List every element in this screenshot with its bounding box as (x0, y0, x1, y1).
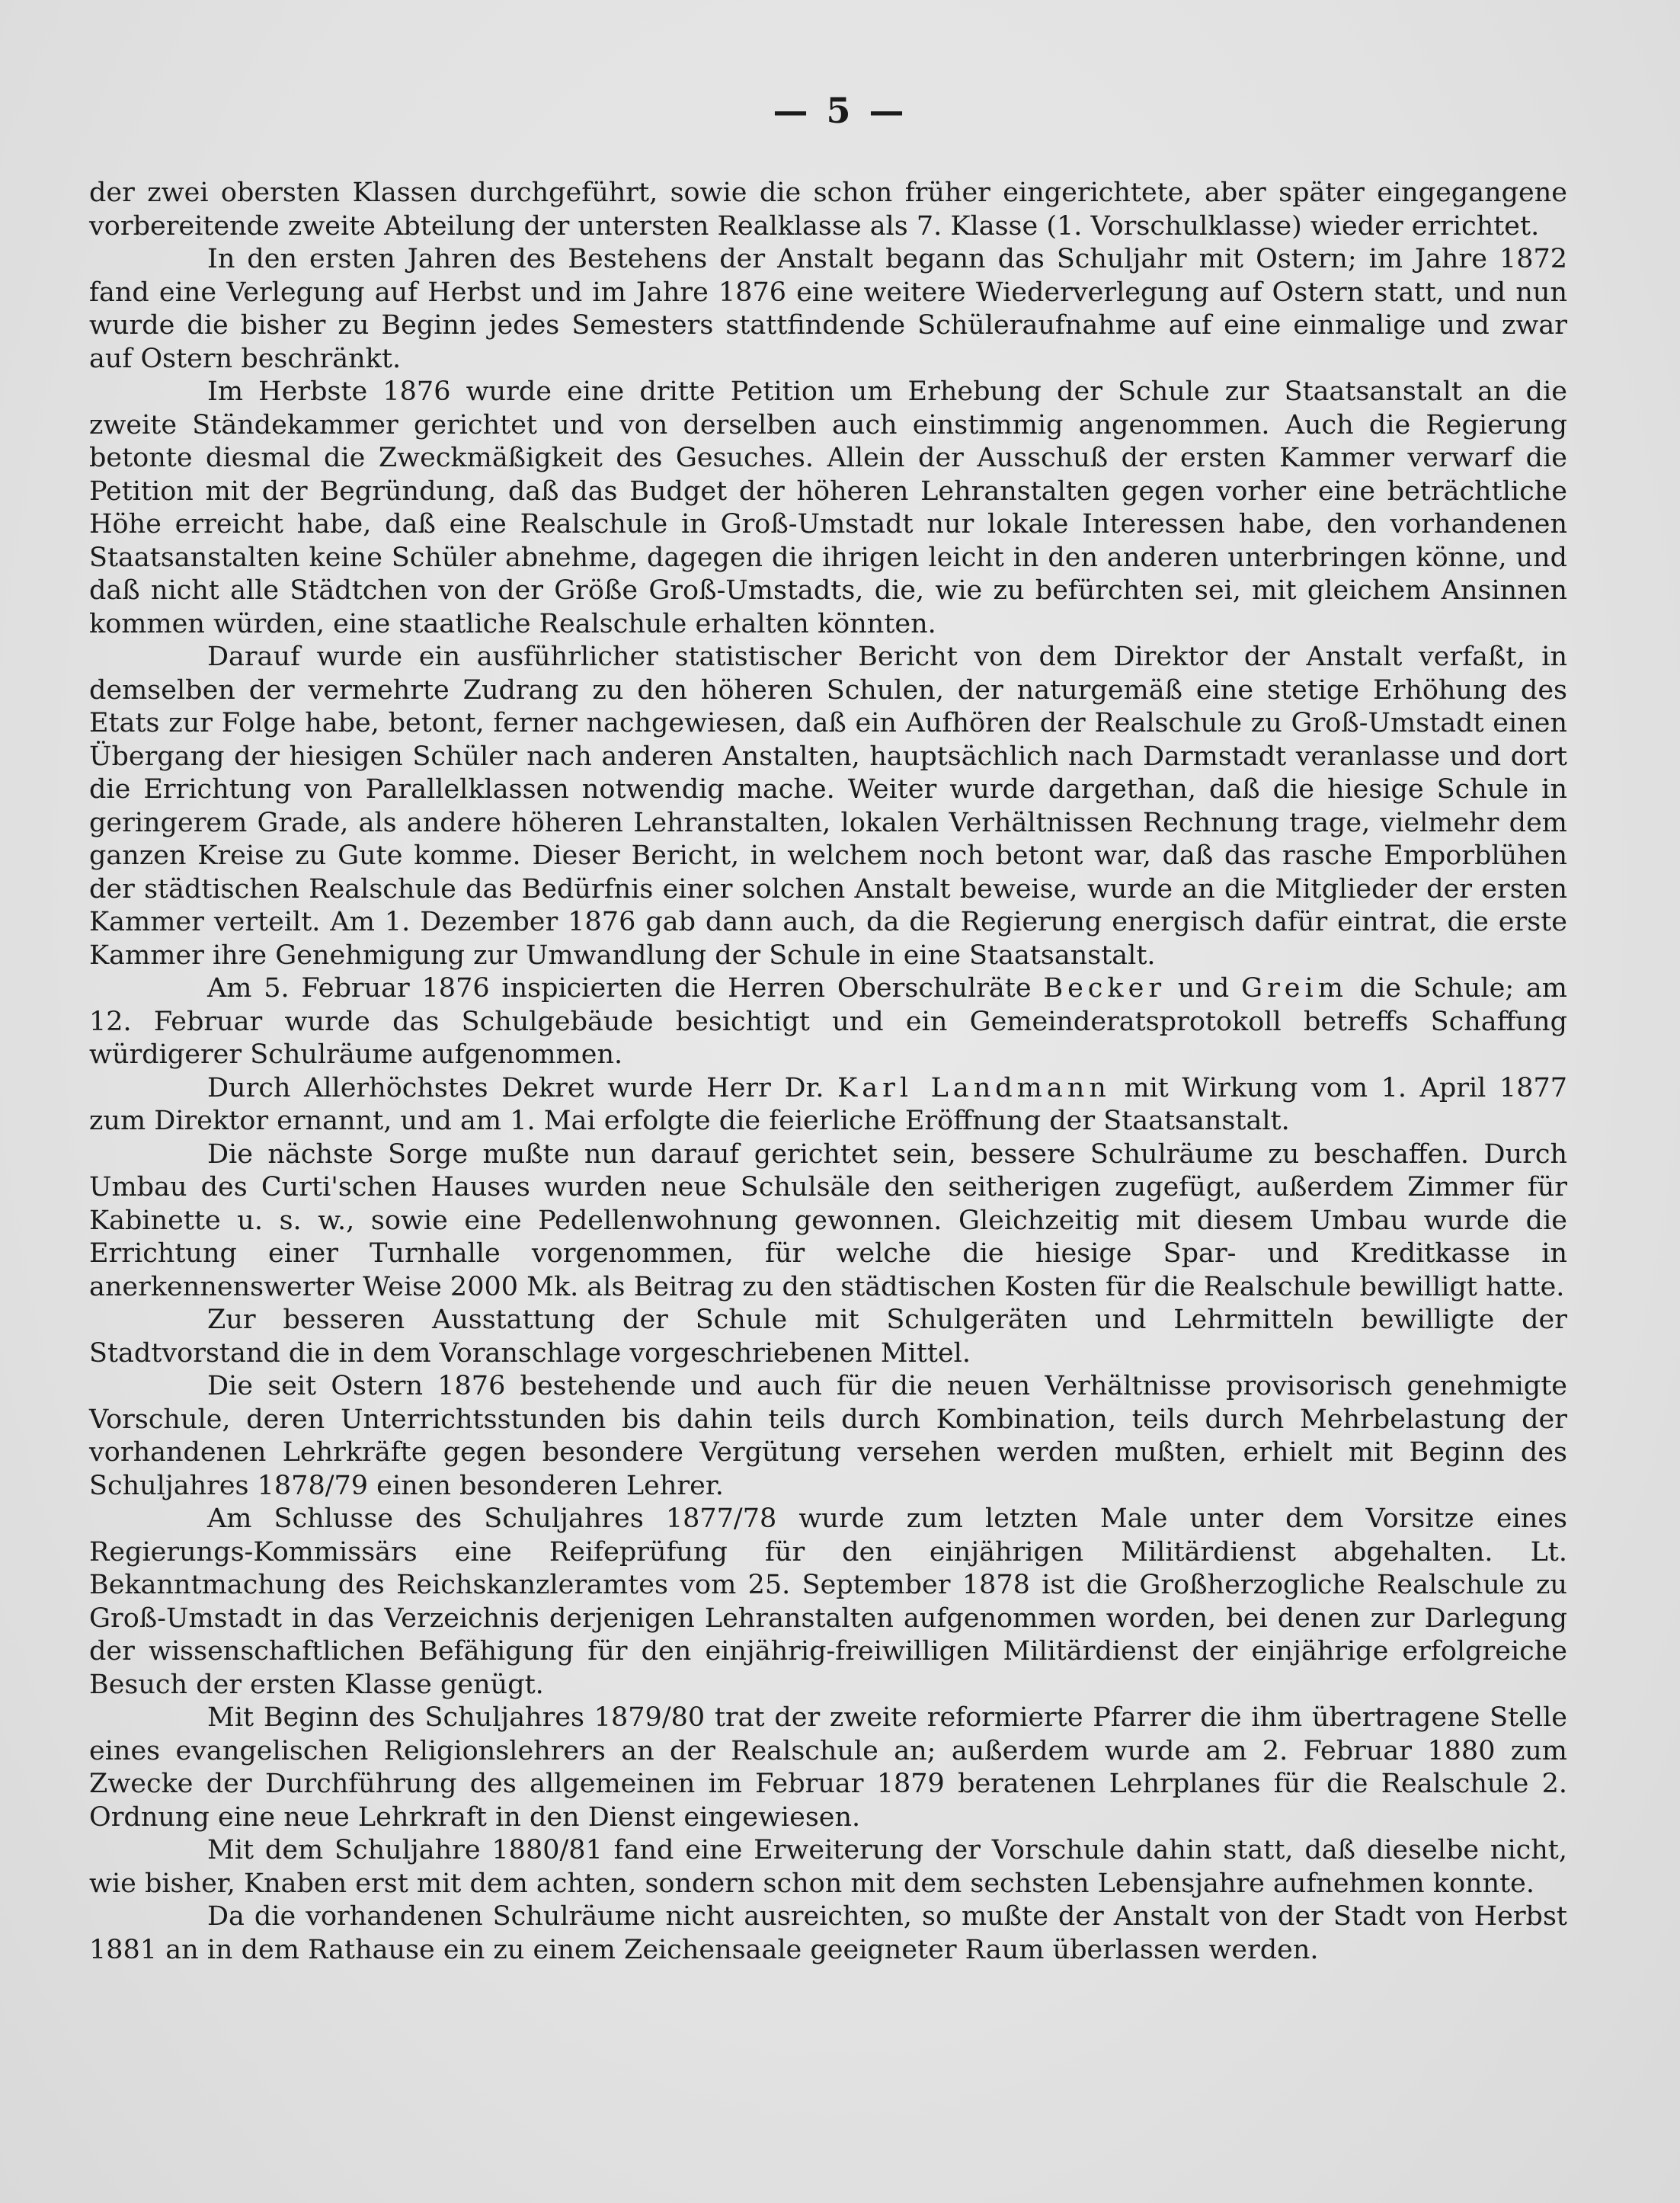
paragraph: Zur besseren Ausstattung der Schule mit Schulgeräten und Lehrmitteln bewilligte der Stadtvorstand die in dem Voranschlage vorgeschriebenen Mittel. (89, 1305, 1567, 1369)
paragraph: Die nächste Sorge mußte nun darauf gerichtet sein, bessere Schulräume zu beschaffen. Durch Umbau des Curti'schen Hauses wurden neue Schulsäle den seitherigen zugefügt, außerdem Zimmer für Kabinette u. s. w., sowie eine Pedellenwohnung gewonnen. Gleichzeitig mit diesem Umbau wurde die Errichtung einer Turnhalle vorgenommen, für welche die hiesige Spar- und Kreditkasse in anerkennenswerter Weise 2000 Mk. als Beitrag zu den städtischen Kosten für die Realschule bewilligt hatte. (89, 1138, 1567, 1302)
paragraph (89, 1072, 1567, 1138)
paragraph: Mit dem Schuljahre 1880/81 fand eine Erweiterung der Vorschule dahin statt, daß dieselbe nicht, wie bisher, Knaben erst mit dem achten, sondern schon mit dem sechsten Lebensjahre aufnehmen konnte. (89, 1835, 1567, 1899)
paragraph: In den ersten Jahren des Bestehens der Anstalt begann das Schuljahr mit Ostern; im Jahre 1872 fand eine Verlegung auf Herbst und im Jahre 1876 eine weitere Wiederverlegung auf Ostern statt, und nun wurde die bisher zu Beginn jedes Semesters stattfindende Schüleraufnahme auf eine einmalige und zwar auf Ostern beschränkt. (89, 244, 1567, 374)
paragraph: Mit Beginn des Schuljahres 1879/80 trat der zweite reformierte Pfarrer die ihm übertragene Stelle eines evangelischen Religionslehrers an der Realschule an; außerdem wurde am 2. Februar 1880 zum Zwecke der Durchführung des allgemeinen im Februar 1879 beratenen Lehrplanes für die Realschule 2. Ordnung eine neue Lehrkraft in den Dienst eingewiesen. (89, 1702, 1567, 1833)
paragraph: Am Schlusse des Schuljahres 1877/78 wurde zum letzten Male unter dem Vorsitze eines Regierungs-Kommissärs eine Reifeprüfung für den einjährigen Militärdienst abgehalten. Lt. Bekanntmachung des Reichskanzleramtes vom 25. September 1878 ist die Großherzogliche Realschule zu Groß-Umstadt in das Verzeichnis derjenigen Lehranstalten aufgenommen worden, bei denen zur Darlegung der wissenschaftlichen Befähigung für den einjährig-freiwilligen Militärdienst der einjährige erfolgreiche Besuch der ersten Klasse genügt. (89, 1503, 1567, 1700)
paragraph-text: mit Wirkung vom 1. April 1877 zum Direktor ernannt, und am 1. Mai erfolgte die feierliche Eröffnung der Staatsanstalt. (89, 1072, 1567, 1136)
paragraph-text: die Schule; am 12. Februar wurde das Schulgebäude besichtigt und ein Gemeinderatsprotokoll betreffs Schaffung würdigerer Schulräume aufgenommen. (89, 973, 1567, 1070)
paragraph: der zwei obersten Klassen durchgeführt, sowie die schon früher eingerichtete, aber später eingegangene vorbereitende zweite Abteilung der untersten Realklasse als 7. Klasse (1. Vorschulklasse) wieder errichtet. (89, 178, 1567, 242)
paragraph-text: und (1177, 973, 1230, 1004)
person-name: Becker (1043, 973, 1166, 1004)
paragraph (89, 972, 1567, 1072)
paragraph: Im Herbste 1876 wurde eine dritte Petition um Erhebung der Schule zur Staatsanstalt an die zweite Ständekammer gerichtet und von derselben auch einstimmig angenommen. Auch die Regierung betonte diesmal die Zweckmäßigkeit des Gesuches. Allein der Ausschuß der ersten Kammer verwarf die Petition mit der Begründung, daß das Budget der höheren Lehranstalten gegen vorher eine beträchtliche Höhe erreicht habe, daß eine Realschule in Groß-Umstadt nur lokale Interessen habe, den vorhandenen Staatsanstalten keine Schüler abnehme, dagegen die ihrigen leicht in den anderen unterbringen könne, und daß nicht alle Städtchen von der Größe Groß-Umstadts, die, wie zu befürchten sei, mit gleichem Ansinnen kommen würden, eine staatliche Realschule erhalten könnten. (89, 376, 1567, 639)
body-text (89, 177, 1567, 1967)
paragraph: Da die vorhandenen Schulräume nicht ausreichten, so mußte der Anstalt von der Stadt von Herbst 1881 an in dem Rathause ein zu einem Zeichensaale geeigneter Raum überlassen werden. (89, 1901, 1567, 1965)
person-name: Karl Landmann (837, 1072, 1111, 1103)
person-name: Greim (1241, 973, 1348, 1004)
paragraph-text: Am 5. Februar 1876 inspicierten die Herren Oberschulräte (207, 973, 1032, 1004)
paragraph: Darauf wurde ein ausführlicher statistischer Bericht von dem Direktor der Anstalt verfaßt, in demselben der vermehrte Zudrang zu den höheren Schulen, der naturgemäß eine stetige Erhöhung des Etats zur Folge habe, betont, ferner nachgewiesen, daß ein Aufhören der Realschule zu Groß-Umstadt einen Übergang der hiesigen Schüler nach anderen Anstalten, hauptsächlich nach Darmstadt veranlasse und dort die Errichtung von Parallelklassen notwendig mache. Weiter wurde dargethan, daß die hiesige Schule in geringerem Grade, als andere höheren Lehranstalten, lokalen Verhältnissen Rechnung trage, vielmehr dem ganzen Kreise zu Gute komme. Dieser Bericht, in welchem noch betont war, daß das rasche Emporblühen der städtischen Realschule das Bedürfnis einer solchen Anstalt beweise, wurde an die Mitglieder der ersten Kammer verteilt. Am 1. Dezember 1876 gab dann auch, da die Regierung energisch dafür eintrat, die erste Kammer ihre Genehmigung zur Umwandlung der Schule in eine Staatsanstalt. (89, 642, 1567, 971)
paragraph: Die seit Ostern 1876 bestehende und auch für die neuen Verhältnisse provisorisch genehmigte Vorschule, deren Unterrichtsstunden bis dahin teils durch Kombination, teils durch Mehrbelastung der vorhandenen Lehrkräfte gegen besondere Vergütung versehen werden mußten, erhielt mit Beginn des Schuljahres 1878/79 einen besonderen Lehrer. (89, 1371, 1567, 1501)
page-number: — 5 — (773, 90, 907, 131)
paragraph-text: Durch Allerhöchstes Dekret wurde Herr Dr. (207, 1072, 824, 1103)
